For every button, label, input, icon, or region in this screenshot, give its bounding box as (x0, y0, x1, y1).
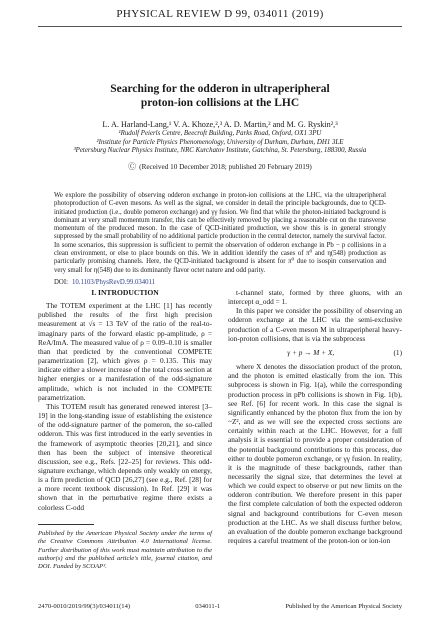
doi-link[interactable]: 10.1103/PhysRevD.99.034011 (71, 278, 156, 286)
open-access-icon: Ⓒ (128, 161, 137, 171)
running-head: PHYSICAL REVIEW D 99, 034011 (2019) (116, 8, 324, 20)
equation-1 (228, 348, 402, 357)
intro-paragraph-3: t-channel state, formed by three gluons, with an intercept α_odd = 1. (228, 288, 402, 307)
intro-paragraph-2: This TOTEM result has generated renewed interest [3–19] in the long-standing issue of establishing the existence of the odd-signature partner of the pomeron, the so-called odderon. This was first introduced in the early seventies in the framework of asymptotic theories [20,21], and since then has been the subject of intensive theoretical discussion, see e.g., Refs. [22–25] for reviews. This odd-signature exchange, which depends only weakly on energy, is a firm prediction of QCD [26,27] (see e.g., Ref. [28] for a more recent textbook discussion). In Ref. [29] it was shown that in the perturbative regime there exists a colorless C-odd (38, 401, 212, 512)
title-line-2: proton-ion collisions at the LHC (140, 97, 300, 109)
license-footnote: Published by the American Physical Society under the terms of the Creative Commons Attribution 4.0 International license. Further distribution of this work must maintain attribution to the author(s) and the published article's title, journal citation, and DOI. Funded by SCOAP³. (38, 529, 212, 571)
received-line (40, 162, 400, 172)
right-column (228, 288, 402, 545)
abstract-text: We explore the possibility of observing odderon exchange in proton-ion collisions at the LHC, via the ultraperipheral photoproduction of C-even mesons. As well as the signal, we consider in detail the principle backgrounds, due to QCD-initiated production (i.e., double pomeron exchange) and γγ fusion. We find that while the photon-initiated background is dominant at very small momentum transfer, this can be effectively removed by placing a reasonable cut on the transverse momentum of the produced meson. In the case of QCD-initiated production, we show this is in general strongly suppressed by the small probability of no additional particle production in the central detector, namely the survival factor. In some scenarios, this suppression is sufficient to permit the observation of odderon exchange in Pb − p collisions in a clean environment, or else to place bounds on this. We in addition identify the cases of π⁰ and η(548) production as particularly promising channels. Here, the QCD-initiated background is absent for π⁰ due to isospin conservation and very small for η(548) due to its dominantly flavor octet nature and odd parity. (54, 192, 386, 274)
intro-paragraph-4: In this paper we consider the possibility of observing an odderon exchange at the LHC via the semi-exclusive production of a C-even meson M in ultraperipheral heavy-ion-proton collisions, that is via the subprocess (228, 306, 402, 343)
footer-issn: 2470-0010/2019/99(3)/034011(14) (38, 603, 131, 610)
footnote-rule (38, 524, 94, 525)
equation-number: (1) (393, 347, 402, 357)
author-list: L. A. Harland-Lang,¹ V. A. Khoze,²,³ A. D. Martin,² and M. G. Ryskin²,³ (102, 120, 338, 129)
footer-page-number: 034011-1 (195, 603, 221, 610)
header-rule (38, 26, 402, 27)
intro-paragraph-5: where X denotes the dissociation product of the proton, and the photon is emitted elastically from the ion. This subprocess is shown in Fig. 1(a), while the corresponding production process in pPb collisions is shown in Fig. 1(b), see Ref. [6] for recent work. In this case the signal is significantly enhanced by the photon flux from the ion by ~Z², and as we will see the expected cross sections are certainly within reach at the LHC. However, for a full analysis it is essential to provide a proper consideration of the potential background contributions to this process, due either to double pomeron exchange, or γγ fusion. In reality, it is the magnitude of these backgrounds, rather than necessarily the signal size, that determines the level at which we could expect to observe or put new limits on the odderon contribution. We therefore present in this paper the first complete calculation of both the expected odderon signal and background contributions for C-even meson production at the LHC. As we shall discuss further below, an evaluation of the double pomeron exchange background requires a careful treatment of the proton-ion or ion-ion (228, 362, 402, 546)
doi-line (54, 279, 386, 287)
intro-paragraph-1: The TOTEM experiment at the LHC [1] has recently published the results of the first high precision measurement at √s = 13 TeV of the ratio of the real-to-imaginary parts of the forward elastic pp-amplitude, ρ = ReA/ImA. The measured value of ρ = 0.09–0.10 is smaller than that predicted by the conventional COMPETE parametrization [2], which gives ρ = 0.135. This may indicate either a slower increase of the total cross section at higher energies or a manifestation of the odd-signature amplitude, which is not included in the COMPETE parametrization. (38, 301, 212, 402)
title-line-1: Searching for the odderon in ultraperipheral (110, 83, 330, 95)
doi-label: DOI: (54, 278, 68, 286)
left-column (38, 288, 212, 572)
received-dates: (Received 10 December 2018; published 20 February 2019) (139, 162, 312, 171)
abstract (54, 192, 386, 287)
page-footer (38, 603, 402, 610)
paper-title (40, 82, 400, 110)
footer-publisher: Published by the American Physical Society (285, 603, 402, 610)
section-heading: I. INTRODUCTION (91, 288, 159, 297)
affiliation-3: ³Petersburg Nuclear Physics Institute, NRC Kurchatov Institute, Gatchina, St. Petersburg, 188300, Russia (73, 147, 367, 155)
equation-body: γ + p → M + X, (287, 347, 335, 357)
affiliation-1: ¹Rudolf Peierls Centre, Beecroft Building, Parks Road, Oxford, OX1 3PU (118, 130, 322, 137)
affiliation-2: ²Institute for Particle Physics Phenomenology, University of Durham, Durham, DH1 3LE (96, 138, 344, 146)
title-block (40, 82, 400, 172)
